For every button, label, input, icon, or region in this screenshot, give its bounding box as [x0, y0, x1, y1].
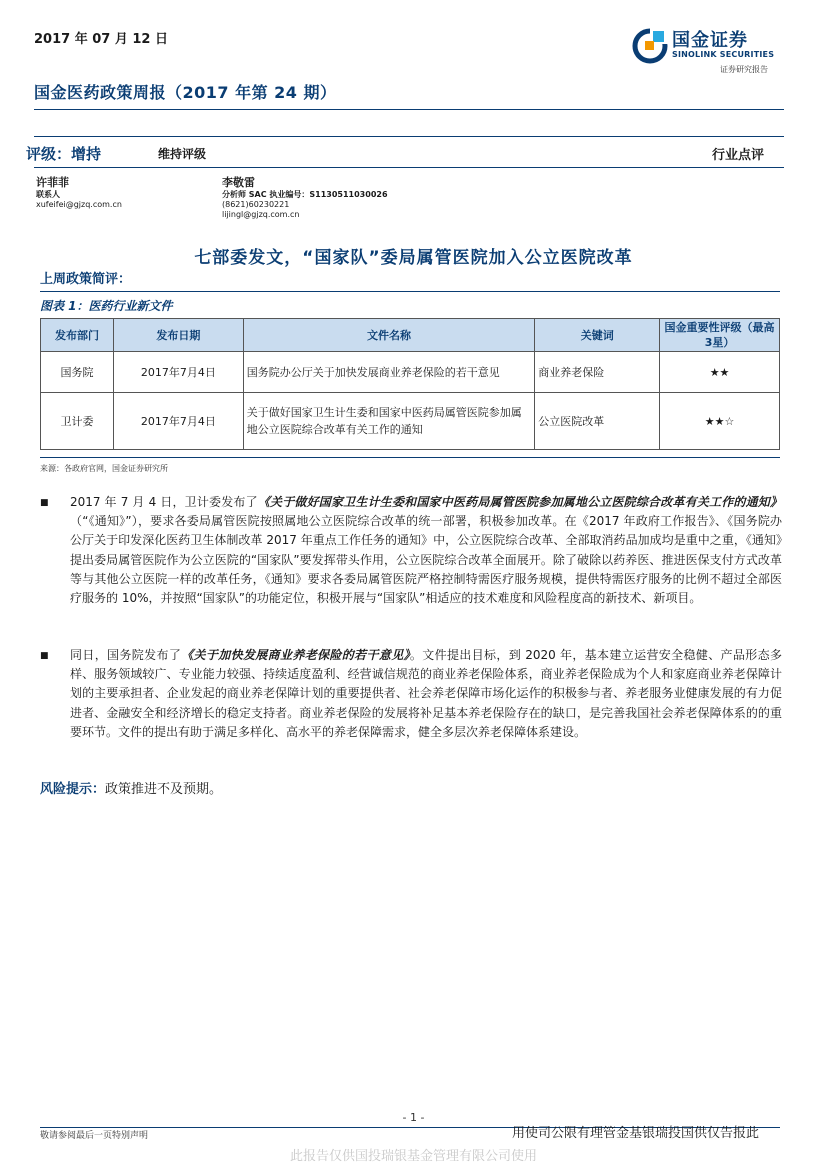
para-lead: 2017 年 7 月 4 日，卫计委发布了: [70, 495, 258, 509]
headline: 七部委发文，“国家队”委局属管医院加入公立医院改革: [194, 248, 633, 268]
rating-status: 维持评级: [158, 147, 207, 161]
policy-table: [40, 318, 780, 450]
analyst-name: 许菲菲: [36, 176, 69, 189]
col-header-dept: 发布部门: [41, 319, 114, 352]
footer-notice: 用使司公限有理管金基银瑞投国供仅告报此: [512, 1126, 760, 1141]
risk-note: [40, 778, 222, 797]
logo-mark-icon: [632, 28, 668, 64]
col-header-keyword: 关键词: [535, 319, 660, 352]
para-doc-title: 《关于做好国家卫生计生委和国家中医药局属管医院参加属地公立医院综合改革有关工作的通知》: [257, 495, 782, 509]
analyst-phone: (8621)60230221: [222, 200, 290, 209]
policy-paragraph: [70, 646, 782, 742]
table-row: [41, 352, 780, 393]
logo-name-cn: 国金证券: [672, 30, 748, 51]
para-body: ，要求各委局属管医院按照属地公立医院综合改革的统一部署，积极参加改革。在《2017 年政府工作报告》、《国务院办公厅关于印发深化医药卫生体制改革 2017 年重点工作任务的通知》中，公立医院综合改革、全部取消药品加成均是重中之重，《通知》提出委局属管医院作为公立医院的“国家队”要发挥带头作用，公立医院综合改革全面展开。除了破除以药养医、推进医保支付方式改革等与其他公立医院一样的改革任务，《通知》要求各委局属管医院严格控制特需医疗服务规模，提供特需医疗服务的比例不超过全部医疗服务的 10%，并按照“国家队”的功能定位，积极开展与“国家队”相适应的技术难度和风险程度高的新技术、新项目。: [70, 514, 783, 606]
report-date: 2017 年 07 月 12 日: [34, 32, 168, 47]
risk-label: 风险提示：: [40, 782, 106, 797]
table-row: [41, 393, 780, 450]
cell-rating: ★★☆: [660, 393, 780, 450]
footer-disclaimer: 敬请参阅最后一页特别声明: [40, 1131, 149, 1141]
cell-doc: 国务院办公厅关于加快发展商业养老保险的若干意见: [243, 352, 535, 393]
col-header-date: 发布日期: [113, 319, 243, 352]
table-source: 来源：各政府官网，国金证券研究所: [40, 464, 168, 473]
page-number: - 1 -: [402, 1111, 425, 1124]
analyst-name: 李敬雷: [222, 176, 255, 189]
report-title: 国金医药政策周报（2017 年第 24 期）: [34, 83, 337, 102]
analyst-card: [36, 175, 122, 210]
rating-label: 评级：增持: [26, 145, 102, 163]
risk-text: 政策推进不及预期。: [105, 782, 223, 797]
bullet-square-icon: ■: [40, 651, 49, 661]
analyst-email[interactable]: xufeifei@gjzq.com.cn: [36, 200, 122, 209]
cell-date: 2017年7月4日: [113, 352, 243, 393]
logo-subtitle: 证券研究报告: [720, 65, 768, 74]
cell-keyword: 公立医院改革: [535, 393, 660, 450]
analyst-cert: 分析师 SAC 执业编号：S1130511030026: [222, 190, 388, 199]
table-bottom-divider: [40, 457, 780, 458]
section-divider: [40, 291, 780, 292]
report-category: 行业点评: [712, 148, 765, 163]
analyst-card: [222, 175, 388, 220]
para-body: 。文件提出目标，到 2020 年，基本建立运营安全稳健、产品形态多样、服务领域较广、专业能力较强、持续适度盈利、经营诚信规范的商业养老保险体系，商业养老保险成为个人和家庭商业养老保障计划的主要承担者、企业发起的商业养老保障计划的重要提供者、社会养老保障市场化运作的积极参与者、养老服务业健康发展的有力促进者、金融安全和经济增长的稳定支持者。商业养老保险的发展将补足基本养老保险存在的缺口，是完善我国社会养老保障体系的的重要环节。文件的提出有助于满足多样化、高水平的养老保障需求，健全多层次养老保障体系建设。: [70, 648, 782, 739]
watermark: 此报告仅供国投瑞银基金管理有限公司使用: [289, 1149, 537, 1164]
cell-dept: 国务院: [41, 352, 114, 393]
section-label: 上周政策简评：: [40, 272, 132, 287]
policy-paragraph: [70, 493, 782, 608]
logo-name-en: SINOLINK SECURITIES: [672, 50, 775, 59]
table-header-row: [41, 319, 780, 352]
col-header-rating: 国金重要性评级（最高3星）: [660, 319, 780, 352]
cell-dept: 卫计委: [41, 393, 114, 450]
brand-logo: [632, 24, 792, 76]
analyst-role: 联系人: [36, 190, 60, 199]
rating-bottom-divider: [34, 167, 784, 168]
cell-rating: ★★: [660, 352, 780, 393]
para-doc-title: 《关于加快发展商业养老保险的若干意见》: [181, 648, 410, 662]
rating-top-divider: [34, 136, 784, 137]
title-divider: [34, 109, 784, 110]
bullet-square-icon: ■: [40, 498, 49, 508]
cell-doc: 关于做好国家卫生计生委和国家中医药局属管医院参加属地公立医院综合改革有关工作的通知: [243, 393, 535, 450]
cell-keyword: 商业养老保险: [535, 352, 660, 393]
col-header-doc: 文件名称: [243, 319, 535, 352]
analyst-email[interactable]: lijingl@gjzq.com.cn: [222, 210, 300, 219]
figure-caption: 图表 1：医药行业新文件: [40, 299, 173, 313]
para-lead: 同日，国务院发布了: [70, 648, 182, 662]
cell-date: 2017年7月4日: [113, 393, 243, 450]
para-short-name: （“《通知》”）: [70, 514, 138, 529]
